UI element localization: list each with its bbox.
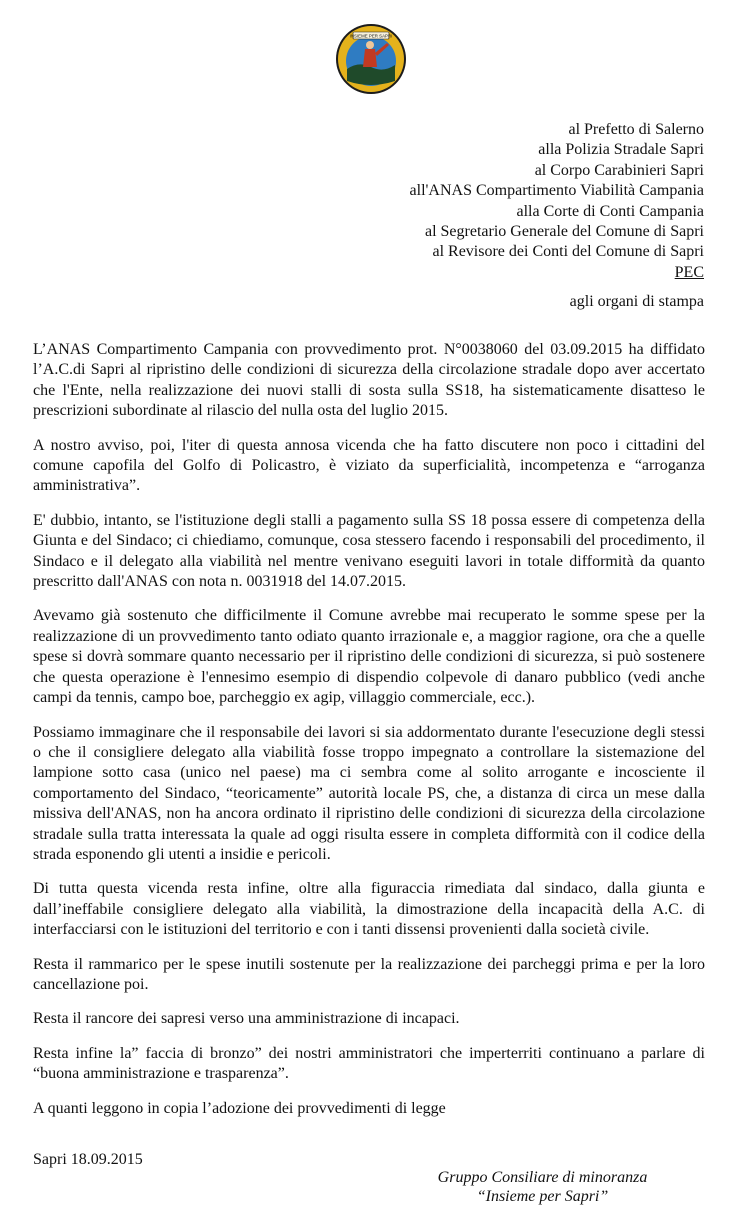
logo-lettering: INSIEME PER SAPRI bbox=[349, 33, 393, 39]
recipient-prefetto: al Prefetto di Salerno bbox=[568, 121, 704, 138]
logo-figure-head bbox=[366, 41, 374, 49]
paragraph-anas-diffida: L’ANAS Compartimento Campania con provvedimento prot. N°0038060 del 03.09.2015 ha diffidato l’A.C.di Sapri al ripristino delle condizioni di sicurezza della circolazione stradale dopo aver accertato che l'Ente, nella realizzazione dei nuovi stalli di sosta sulla SS18, ha sistematicamente disatteso le prescrizioni subordinate al rilascio del nulla osta del luglio 2015. bbox=[33, 341, 705, 420]
paragraph-competenza: E' dubbio, intanto, se l'istituzione degli stalli a pagamento sulla SS 18 possa essere di competenza della Giunta e del Sindaco; ci chiediamo, comunque, cosa stessero facendo i responsabili del procedimento, il Sindaco e il delegato alla viabilità nel mentre venivano eseguiti lavori in totale difformità da quanto prescritto dall'ANAS con nota n. 0031918 del 14.07.2015. bbox=[33, 511, 705, 591]
paragraph-iter: A nostro avviso, poi, l'iter di questa annosa vicenda che ha fatto discutere non poco i cittadini del comune capofila del Golfo di Policastro, è viziato da superficialità, incompetenza e “arroganza amministrativa”. bbox=[33, 436, 705, 495]
signature-group: Gruppo Consiliare di minoranza bbox=[437, 1169, 648, 1186]
logo-figure bbox=[363, 49, 377, 67]
signature-block bbox=[435, 1168, 650, 1206]
party-logo bbox=[335, 23, 407, 95]
letter-body bbox=[33, 340, 705, 1119]
press-line: agli organi di stampa bbox=[569, 293, 704, 310]
recipient-revisore: al Revisore dei Conti del Comune di Sapri bbox=[432, 243, 704, 261]
recipient-corte-conti: alla Corte di Conti Campania bbox=[516, 202, 704, 220]
paragraph-responsabile: Possiamo immaginare che il responsabile dei lavori si sia addormentato durante l'esecuzione degli stessi o che il consigliere delegato alla viabilità fosse troppo impegnato a controllare la sistemazione del lampione sotto casa (unico nel paese) ma ci sembra come al solito arrogante e incosciente il comportamento del Sindaco, “teoricamente” autorità locale PS, che, a distanza di circa un mese dalla missiva dell'ANAS, non ha ancora ordinato il ripristino delle condizioni di sicurezza della circolazione stradale sulla tratta interessata la quale ad oggi risulta essere in completa difformità con il codice della strada esponendo gli utenti a insidie e pericoli. bbox=[33, 723, 705, 863]
signature-name: “Insieme per Sapri” bbox=[476, 1188, 609, 1205]
paragraph-rancore: Resta il rancore dei sapresi verso una amministrazione di incapaci. bbox=[33, 1010, 460, 1028]
letter-date: Sapri 18.09.2015 bbox=[33, 1151, 143, 1168]
recipient-anas: all'ANAS Compartimento Viabilità Campania bbox=[409, 182, 704, 200]
recipient-polizia-stradale: alla Polizia Stradale Sapri bbox=[538, 141, 704, 159]
paragraph-spese: Avevamo già sostenuto che difficilmente il Comune avrebbe mai recuperato le somme spese per la realizzazione di un provvedimento tanto odiato quanto irrazionale e, a maggior ragione, ora che a quelle spese si dovrà sommare quanto necessario per il ripristino delle condizioni di sicurezza, si può sostenere che questa operazione è l'ennesimo esempio di dispendio colpevole di danaro pubblico (vedi anche campi da tennis, campo boe, parcheggio ex agip, villaggio commerciale, ecc.). bbox=[33, 607, 705, 707]
paragraph-copia: A quanti leggono in copia l’adozione dei provvedimenti di legge bbox=[33, 1099, 446, 1117]
paragraph-rammarico: Resta il rammarico per le spese inutili sostenute per la realizzazione dei parcheggi prima e per la loro cancellazione poi. bbox=[33, 955, 705, 993]
recipient-pec: PEC bbox=[674, 263, 704, 281]
recipient-segretario: al Segretario Generale del Comune di Sapri bbox=[424, 223, 704, 241]
recipient-carabinieri: al Corpo Carabinieri Sapri bbox=[534, 161, 704, 179]
recipients-list bbox=[410, 120, 704, 283]
paragraph-vicenda: Di tutta questa vicenda resta infine, oltre alla figuraccia rimediata dal sindaco, dalla giunta e dall’ineffabile consigliere delegato alla viabilità, la dimostrazione della incapacità della A.C. di interfacciarsi con le istituzioni del territorio e con i tanti dissensi provenienti dalla società civile. bbox=[33, 880, 705, 939]
paragraph-faccia-bronzo: Resta infine la” faccia di bronzo” dei nostri amministratori che imperterriti continuano a parlare di “buona amministrazione e trasparenza”. bbox=[33, 1044, 705, 1083]
